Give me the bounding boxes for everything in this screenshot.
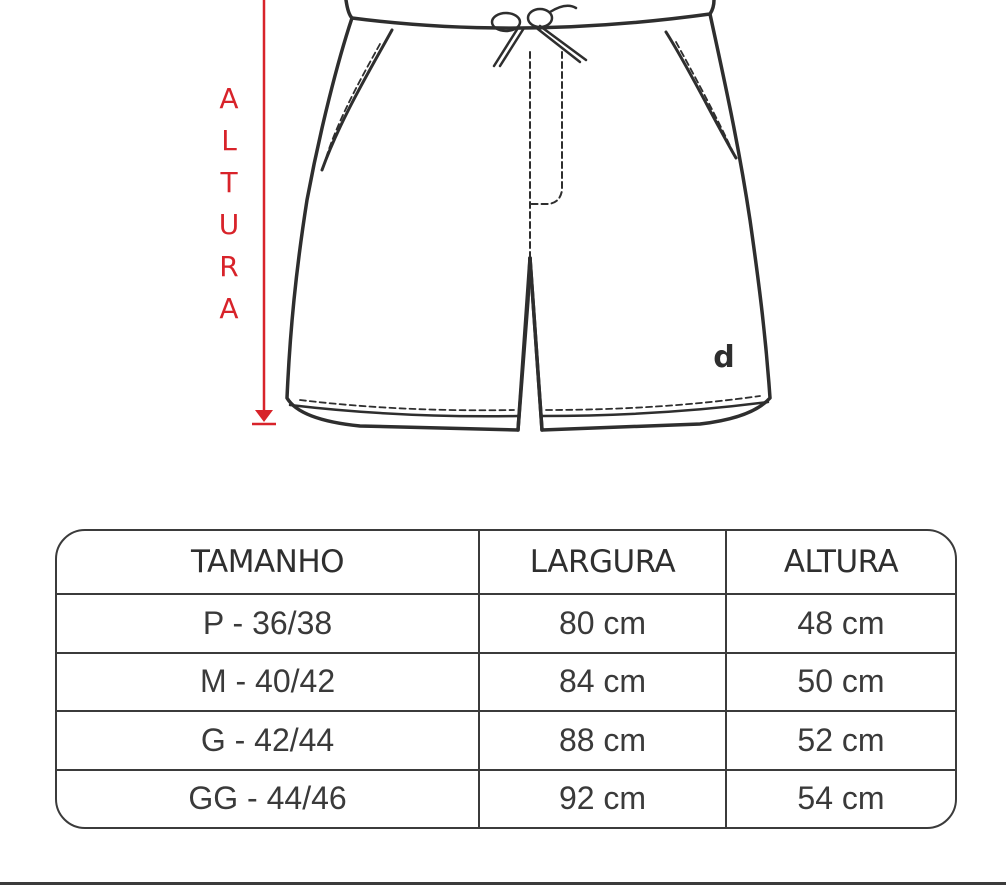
table-row [57,594,955,653]
table-header-row [57,531,955,594]
header-tamanho: TAMANHO [57,531,479,594]
height-cell: 48 cm [726,594,955,653]
size-cell: P - 36/38 [57,594,479,653]
width-cell: 80 cm [479,594,726,653]
height-cell: 54 cm [797,780,885,817]
table-row [57,770,955,827]
altura-letter: A [219,292,239,325]
size-cell: G - 42/44 [57,711,479,770]
table-row [57,653,955,712]
shorts-outline [287,0,770,430]
header-largura: LARGURA [479,531,726,594]
altura-letter: L [221,124,237,157]
width-cell: 84 cm [479,653,726,712]
width-cell: 92 cm [479,770,726,827]
altura-letter: R [219,250,239,283]
bottom-divider [0,882,1006,885]
altura-letter: T [220,166,238,199]
altura-letter: U [218,208,240,241]
table-row [57,711,955,770]
height-cell: 50 cm [726,653,955,712]
height-measure-arrow [252,0,276,424]
width-cell: 88 cm [479,711,726,770]
size-chart-table [55,529,957,829]
altura-letter: A [219,82,239,115]
altura-vertical-label [212,78,246,330]
size-cell: M - 40/42 [57,653,479,712]
brand-logo [713,340,734,375]
svg-text:d: d [713,340,735,375]
height-cell: 52 cm [726,711,955,770]
size-cell: GG - 44/46 [57,770,479,827]
header-altura: ALTURA [726,531,955,594]
